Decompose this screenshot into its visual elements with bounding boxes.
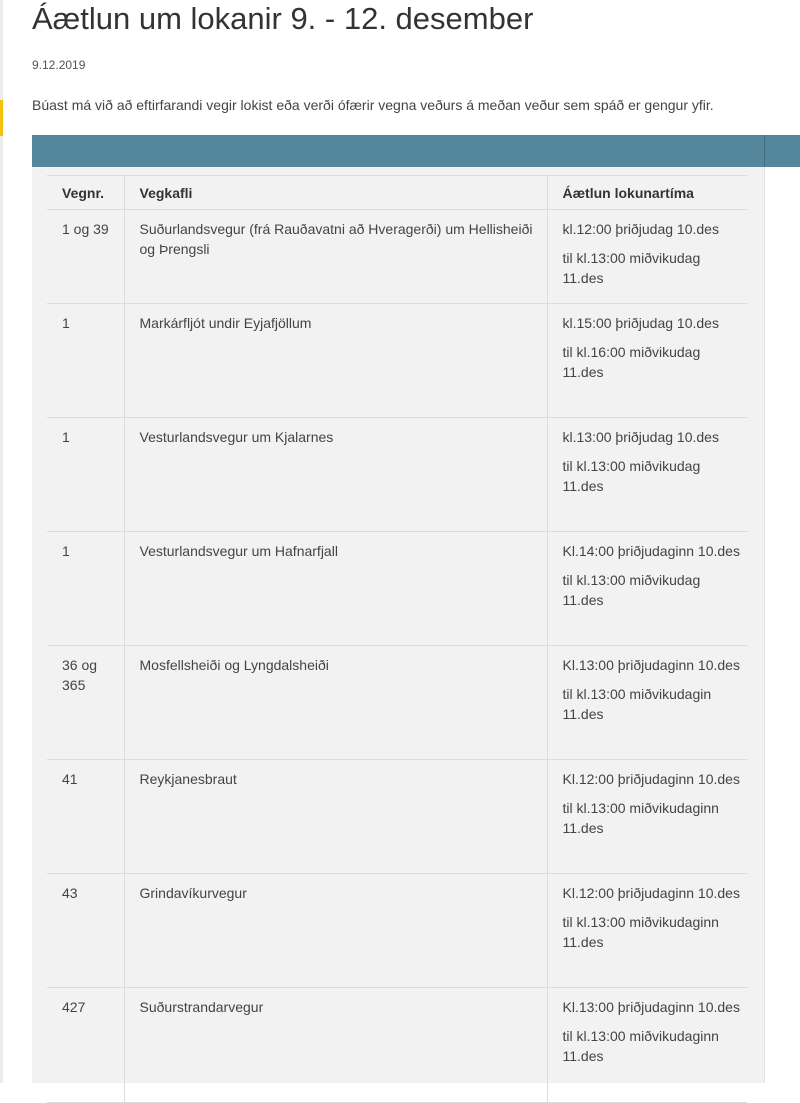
closure-time-cell: [547, 210, 747, 304]
closure-start: kl.15:00 þriðjudag 10.des: [562, 315, 719, 331]
closure-time-cell: [547, 760, 747, 874]
closure-end: til kl.13:00 miðvikudag 11.des: [562, 250, 701, 286]
road-section-cell: Vesturlandsvegur um Hafnarfjall: [124, 532, 547, 646]
header-band-divider: [764, 135, 765, 167]
table-row: [47, 988, 747, 1103]
road-number-cell: 1 og 39: [47, 210, 124, 304]
closure-time-cell: [547, 988, 747, 1103]
road-number-cell: 1: [47, 418, 124, 532]
closure-time-cell: [547, 874, 747, 988]
road-number-cell: 43: [47, 874, 124, 988]
intro-text: Búast má við að eftirfarandi vegir lokist eða verði ófærir vegna veðurs á meðan veður sem spáð er gengur yfir.: [32, 97, 714, 113]
closure-start: kl.13:00 þriðjudag 10.des: [562, 429, 719, 445]
page-title: Áætlun um lokanir 9. - 12. desember: [32, 1, 534, 36]
road-closures-table: [47, 175, 747, 1103]
closure-end: til kl.13:00 miðvikudaginn 11.des: [562, 1028, 719, 1064]
column-header-road-number: Vegnr.: [47, 176, 124, 210]
road-number-cell: 427: [47, 988, 124, 1103]
closure-time-cell: [547, 304, 747, 418]
road-section-cell: Suðurstrandarvegur: [124, 988, 547, 1103]
table-row: [47, 210, 747, 304]
closure-start: Kl.12:00 þriðjudaginn 10.des: [562, 771, 740, 787]
column-header-road-section: Vegkafli: [124, 176, 547, 210]
table-header-row: [47, 176, 747, 210]
closure-time-cell: [547, 532, 747, 646]
table-row: [47, 532, 747, 646]
table-row: [47, 304, 747, 418]
closure-end: til kl.13:00 miðvikudaginn 11.des: [562, 914, 719, 950]
road-section-cell: Markárfljót undir Eyjafjöllum: [124, 304, 547, 418]
closure-start: kl.12:00 þriðjudag 10.des: [562, 221, 719, 237]
closure-end: til kl.13:00 miðvikudag 11.des: [562, 572, 701, 608]
closure-start: Kl.12:00 þriðjudaginn 10.des: [562, 885, 740, 901]
road-number-cell: 41: [47, 760, 124, 874]
road-section-cell: Mosfellsheiði og Lyngdalsheiði: [124, 646, 547, 760]
road-section-cell: Reykjanesbraut: [124, 760, 547, 874]
road-number-cell: 36 og 365: [47, 646, 124, 760]
closure-start: Kl.13:00 þriðjudaginn 10.des: [562, 657, 740, 673]
closure-start: Kl.13:00 þriðjudaginn 10.des: [562, 999, 740, 1015]
table-row: [47, 646, 747, 760]
table-row: [47, 760, 747, 874]
active-section-indicator: [0, 100, 3, 136]
closure-end: til kl.13:00 miðvikudag 11.des: [562, 458, 701, 494]
closure-time-cell: [547, 646, 747, 760]
column-header-closure-time: Áætlun lokunartíma: [547, 176, 747, 210]
road-section-cell: Vesturlandsvegur um Kjalarnes: [124, 418, 547, 532]
road-number-cell: 1: [47, 304, 124, 418]
road-number-cell: 1: [47, 532, 124, 646]
panel-right-border: [764, 167, 765, 1083]
road-section-cell: Suðurlandsvegur (frá Rauðavatni að Hveragerði) um Hellisheiði og Þrengsli: [124, 210, 547, 304]
table-row: [47, 874, 747, 988]
closure-end: til kl.13:00 miðvikudagin 11.des: [562, 686, 712, 722]
table-row: [47, 418, 747, 532]
publish-date: 9.12.2019: [32, 58, 86, 72]
closure-time-cell: [547, 418, 747, 532]
left-edge-strip: [0, 0, 3, 1083]
closure-end: til kl.16:00 miðvikudag 11.des: [562, 344, 701, 380]
table-header-band: [32, 135, 800, 167]
closure-start: Kl.14:00 þriðjudaginn 10.des: [562, 543, 740, 559]
road-section-cell: Grindavíkurvegur: [124, 874, 547, 988]
closure-end: til kl.13:00 miðvikudaginn 11.des: [562, 800, 719, 836]
